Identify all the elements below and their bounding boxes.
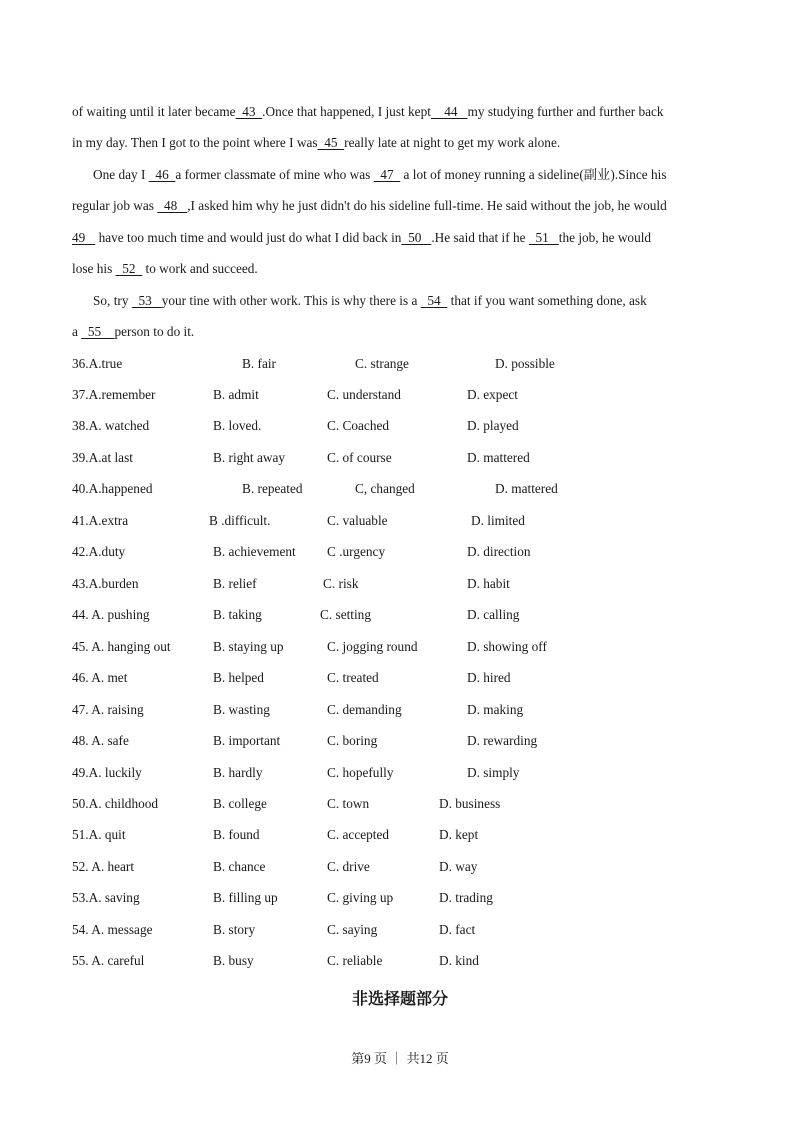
- option-d: D. mattered: [467, 450, 530, 465]
- question-row-51: [0, 827, 800, 845]
- passage-text: have too much time and would just do what I did back in: [95, 230, 402, 245]
- blank-43: 43: [235, 104, 263, 119]
- passage-line-7: [93, 293, 647, 309]
- option-b: B. chance: [213, 859, 266, 874]
- option-a: 39.A.at last: [72, 450, 133, 465]
- option-a: 43.A.burden: [72, 576, 139, 591]
- passage-text: a former classmate of mine who was: [175, 167, 374, 182]
- section-title: 非选择题部分: [351, 989, 448, 1008]
- option-c: C. of course: [327, 450, 392, 465]
- option-d: D. habit: [467, 576, 510, 591]
- page-footer: 第9 页 ｜ 共12 页: [351, 1051, 449, 1066]
- blank-46: 46: [148, 167, 176, 182]
- option-d: D. making: [467, 702, 524, 717]
- blank-52: 52: [115, 261, 143, 276]
- question-row-55: [0, 953, 800, 971]
- option-a: 46. A. met: [72, 670, 128, 685]
- question-row-41: [0, 513, 800, 531]
- question-row-42: [0, 544, 800, 562]
- option-b: B. fair: [242, 356, 276, 371]
- option-c: C. saying: [327, 922, 378, 937]
- question-row-36: [0, 356, 800, 374]
- passage-line-1: [72, 104, 664, 120]
- question-row-39: [0, 450, 800, 468]
- question-row-52: [0, 859, 800, 877]
- option-a: 37.A.remember: [72, 387, 156, 402]
- passage-text: of waiting until it later became: [72, 104, 236, 119]
- option-c: C. demanding: [327, 702, 402, 717]
- option-c: C. treated: [327, 670, 379, 685]
- option-b: B. important: [213, 733, 281, 748]
- option-b: B. busy: [213, 953, 254, 968]
- option-a: 44. A. pushing: [72, 607, 150, 622]
- option-d: D. played: [467, 418, 519, 433]
- question-row-40: [0, 481, 800, 499]
- passage-line-2: [72, 135, 560, 151]
- option-b: B. wasting: [213, 702, 270, 717]
- question-row-48: [0, 733, 800, 751]
- option-d: D. calling: [467, 607, 520, 622]
- option-c: C. setting: [320, 607, 371, 622]
- option-d: D. rewarding: [467, 733, 538, 748]
- option-c: C. strange: [355, 356, 409, 371]
- option-c: C .urgency: [327, 544, 386, 559]
- blank-49: 49: [72, 230, 96, 245]
- option-a: 48. A. safe: [72, 733, 129, 748]
- option-c: C. understand: [327, 387, 401, 402]
- passage-text: my studying further and further back: [467, 104, 664, 119]
- passage-line-6: [72, 261, 258, 277]
- option-a: 54. A. message: [72, 922, 153, 937]
- passage-text: So, try: [93, 293, 132, 308]
- blank-50: 50: [401, 230, 432, 245]
- option-b: B. right away: [213, 450, 286, 465]
- passage-text: a: [72, 324, 82, 339]
- option-c: C, changed: [355, 481, 415, 496]
- passage-text: a lot of money running a sideline(副业).Since his: [400, 167, 667, 182]
- option-a: 51.A. quit: [72, 827, 126, 842]
- option-a: 38.A. watched: [72, 418, 150, 433]
- option-c: C. Coached: [327, 418, 390, 433]
- passage-text: regular job was: [72, 198, 158, 213]
- option-a: 53.A. saving: [72, 890, 140, 905]
- passage-text: ,I asked him why he just didn't do his sideline full-time. He said without the job, he would: [187, 198, 667, 213]
- option-c: C. boring: [327, 733, 378, 748]
- option-b: B. hardly: [213, 765, 263, 780]
- option-c: C. jogging round: [327, 639, 418, 654]
- option-a: 45. A. hanging out: [72, 639, 171, 654]
- question-row-38: [0, 418, 800, 436]
- question-row-46: [0, 670, 800, 688]
- question-row-50: [0, 796, 800, 814]
- passage-text: your tine with other work. This is why there is a: [161, 293, 421, 308]
- option-d: D. trading: [439, 890, 493, 905]
- passage-text: really late at night to get my work alone.: [344, 135, 561, 150]
- blank-55: 55: [81, 324, 115, 339]
- option-d: D. way: [439, 859, 478, 874]
- option-a: 41.A.extra: [72, 513, 129, 528]
- question-row-49: [0, 765, 800, 783]
- question-row-43: [0, 576, 800, 594]
- option-a: 40.A.happened: [72, 481, 153, 496]
- passage-text: .He said that if he: [431, 230, 529, 245]
- blank-44: 44: [430, 104, 468, 119]
- option-a: 50.A. childhood: [72, 796, 159, 811]
- option-a: 49.A. luckily: [72, 765, 142, 780]
- option-d: D. mattered: [495, 481, 558, 496]
- passage-text: One day I: [93, 167, 149, 182]
- passage-line-3: [93, 167, 667, 183]
- option-b: B. staying up: [213, 639, 284, 654]
- option-a: 47. A. raising: [72, 702, 144, 717]
- option-d: D. hired: [467, 670, 511, 685]
- option-c: C. drive: [327, 859, 370, 874]
- option-b: B. taking: [213, 607, 262, 622]
- passage-line-4: [72, 198, 667, 214]
- option-c: C. risk: [323, 576, 359, 591]
- option-a: 36.A.true: [72, 356, 123, 371]
- option-d: D. limited: [471, 513, 525, 528]
- option-c: C. reliable: [327, 953, 383, 968]
- passage-text: .Once that happened, I just kept: [262, 104, 431, 119]
- option-b: B. loved.: [213, 418, 262, 433]
- option-c: C. valuable: [327, 513, 388, 528]
- blank-45: 45: [317, 135, 345, 150]
- option-d: D. fact: [439, 922, 476, 937]
- option-d: D. direction: [467, 544, 531, 559]
- question-row-37: [0, 387, 800, 405]
- option-d: D. expect: [467, 387, 518, 402]
- passage-text: the job, he would: [558, 230, 652, 245]
- blank-54: 54: [420, 293, 448, 308]
- question-row-54: [0, 922, 800, 940]
- option-b: B. filling up: [213, 890, 278, 905]
- passage-line-5: [72, 230, 651, 246]
- option-c: C. accepted: [327, 827, 390, 842]
- passage-text: in my day. Then I got to the point where I was: [72, 135, 318, 150]
- option-d: D. kept: [439, 827, 479, 842]
- question-row-44: [0, 607, 800, 625]
- option-a: 55. A. careful: [72, 953, 145, 968]
- option-b: B. story: [213, 922, 256, 937]
- passage-line-8: [72, 324, 194, 340]
- blank-51: 51: [528, 230, 559, 245]
- option-d: D. kind: [439, 953, 479, 968]
- option-b: B. helped: [213, 670, 264, 685]
- question-row-53: [0, 890, 800, 908]
- option-d: D. simply: [467, 765, 520, 780]
- blank-53: 53: [131, 293, 162, 308]
- option-d: D. business: [439, 796, 501, 811]
- option-b: B. admit: [213, 387, 259, 402]
- option-b: B .difficult.: [209, 513, 271, 528]
- option-a: 42.A.duty: [72, 544, 126, 559]
- option-b: B. found: [213, 827, 260, 842]
- question-row-47: [0, 702, 800, 720]
- option-a: 52. A. heart: [72, 859, 135, 874]
- option-c: C. town: [327, 796, 370, 811]
- option-d: D. showing off: [467, 639, 547, 654]
- option-b: B. college: [213, 796, 267, 811]
- blank-47: 47: [373, 167, 401, 182]
- passage-text: that if you want something done, ask: [447, 293, 647, 308]
- option-b: B. achievement: [213, 544, 296, 559]
- option-d: D. possible: [495, 356, 555, 371]
- passage-text: to work and succeed.: [142, 261, 258, 276]
- option-b: B. repeated: [242, 481, 303, 496]
- blank-48: 48: [157, 198, 188, 213]
- question-row-45: [0, 639, 800, 657]
- option-c: C. hopefully: [327, 765, 394, 780]
- option-c: C. giving up: [327, 890, 394, 905]
- option-b: B. relief: [213, 576, 257, 591]
- passage-text: person to do it.: [114, 324, 195, 339]
- passage-text: lose his: [72, 261, 116, 276]
